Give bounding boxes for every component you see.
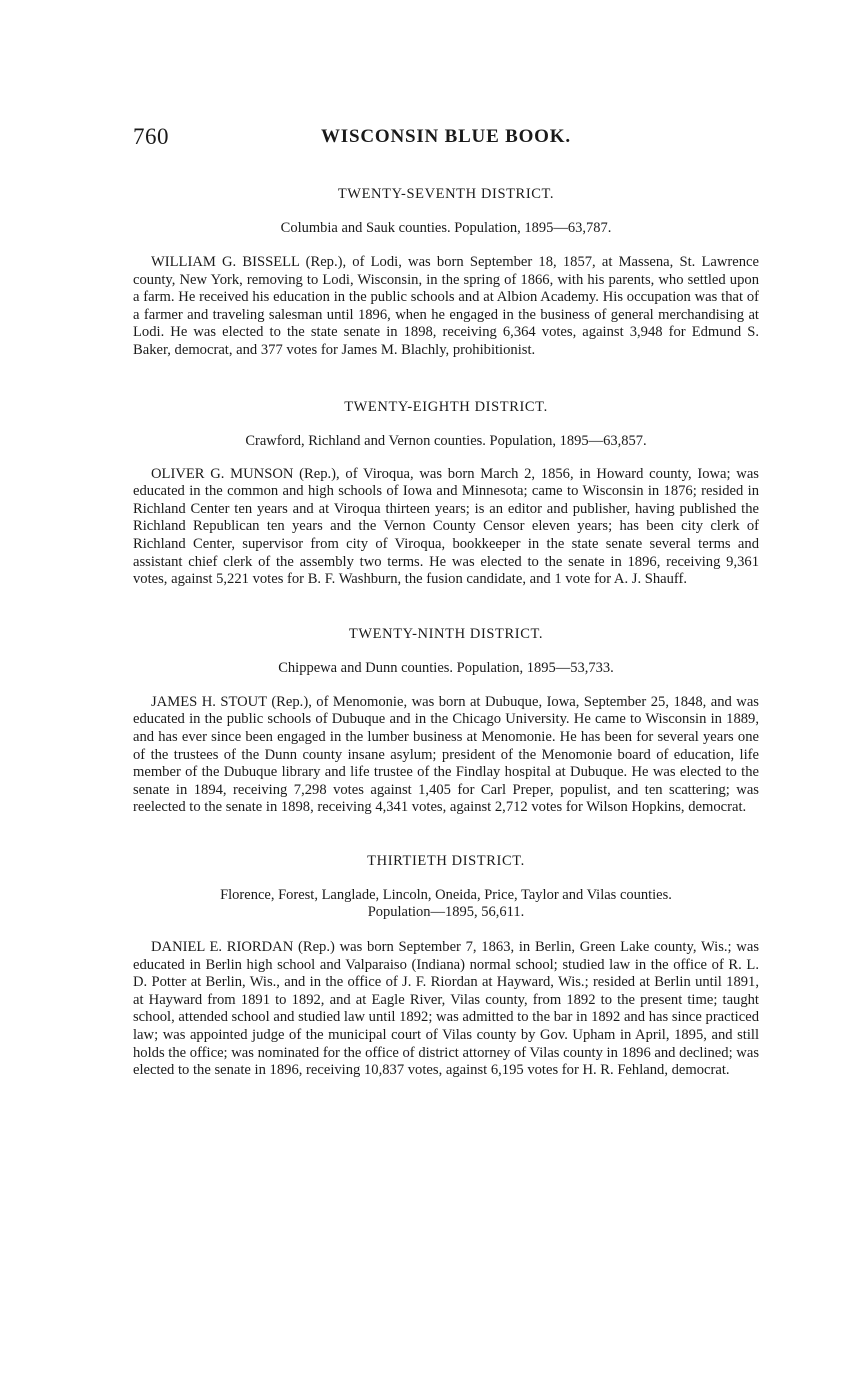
- district-counties-line: Florence, Forest, Langlade, Lincoln, Oneida, Price, Taylor and Vilas counties.: [220, 886, 672, 903]
- district-heading: TWENTY-SEVENTH DISTRICT.: [337, 186, 555, 202]
- book-title: WISCONSIN BLUE BOOK.: [321, 126, 571, 147]
- district-section-29: [133, 626, 759, 817]
- senator-biography: JAMES H. STOUT (Rep.), of Menomonie, was born at Dubuque, Iowa, September 25, 1848, and was educated in the public schools of Dubuque and in the Chicago University. He came to Wisconsin in 1889, and has ever since been engaged in the lumber business at Menomonie. He has been for several years one of the trustees of the Dunn county insane asylum; president of the Menomonie board of education, life member of the Dubuque library and life trustee of the Findlay hospital at Dubuque. He was elected to the senate in 1894, receiving 7,298 votes against 1,405 for Carl Preper, populist, and ten scattering; was reelected to the senate in 1898, receiving 4,341 votes, against 2,712 votes for Wilson Hopkins, democrat.: [133, 693, 759, 816]
- district-heading: TWENTY-EIGHTH DISTRICT.: [344, 398, 548, 415]
- district-counties: Columbia and Sauk counties. Population, 1895—63,787.: [280, 220, 612, 236]
- district-population-line: Population—1895, 56,611.: [367, 904, 525, 921]
- district-counties: Chippewa and Dunn counties. Population, 1895—53,733.: [278, 659, 614, 676]
- district-counties: [133, 887, 759, 922]
- senator-biography: WILLIAM G. BISSELL (Rep.), of Lodi, was born September 18, 1857, at Massena, St. Lawrence county, New York, removing to Lodi, Wisconsin, in the spring of 1866, with his parents, who settled upon a farm. He received his education in the public schools and at Albion Academy. His occupation was that of a farmer and traveling salesman until 1896, when he engaged in the business of general merchandising at Lodi. He was elected to the state senate in 1898, receiving 6,364 votes, against 3,948 for Edmund S. Baker, democrat, and 377 votes for James M. Blachly, prohibitionist.: [133, 254, 759, 358]
- district-section-28: [133, 399, 759, 589]
- district-counties: Crawford, Richland and Vernon counties. Population, 1895—63,857.: [245, 432, 647, 449]
- senator-biography: OLIVER G. MUNSON (Rep.), of Viroqua, was born March 2, 1856, in Howard county, Iowa; was educated in the common and high schools of Iowa and Minnesota; came to Wisconsin in 1876; resided in Richland Center ten years and at Viroqua thirteen years; is an editor and publisher, having published the Richland Republican ten years and the Vernon County Censor eleven years; has been city clerk of Richland Center, supervisor from city of Viroqua, bookkeeper in the state senate several terms and assistant chief clerk of the assembly two terms. He was elected to the senate in 1896, receiving 9,361 votes, against 5,221 votes for B. F. Washburn, the fusion candidate, and 1 vote for A. J. Shauff.: [133, 465, 759, 588]
- senator-biography: DANIEL E. RIORDAN (Rep.) was born September 7, 1863, in Berlin, Green Lake county, Wis.; was educated in Berlin high school and Valparaiso (Indiana) normal school; studied law in the office of R. L. D. Potter at Berlin, Wis., and in the office of J. F. Riordan at Hayward, Wis.; resided at Berlin until 1891, at Hayward from 1891 to 1892, and at Eagle River, Vilas county, from 1892 to the present time; taught school, attended school and studied law until 1892; was admitted to the bar in 1892 and has since practiced law; was appointed judge of the municipal court of Vilas county by Gov. Upham in April, 1895, and still holds the office; was nominated for the office of district attorney of Vilas county in 1896 and declined; was elected to the senate in 1896, receiving 10,837 votes, against 6,195 votes for H. R. Fehland, democrat.: [133, 939, 759, 1079]
- district-heading: TWENTY-NINTH DISTRICT.: [348, 625, 544, 642]
- page: [133, 118, 759, 1080]
- district-heading: THIRTIETH DISTRICT.: [367, 852, 525, 869]
- page-number: 760: [133, 124, 169, 149]
- district-section-30: [133, 853, 759, 1080]
- district-section-27: [133, 186, 759, 360]
- running-head: [133, 118, 759, 158]
